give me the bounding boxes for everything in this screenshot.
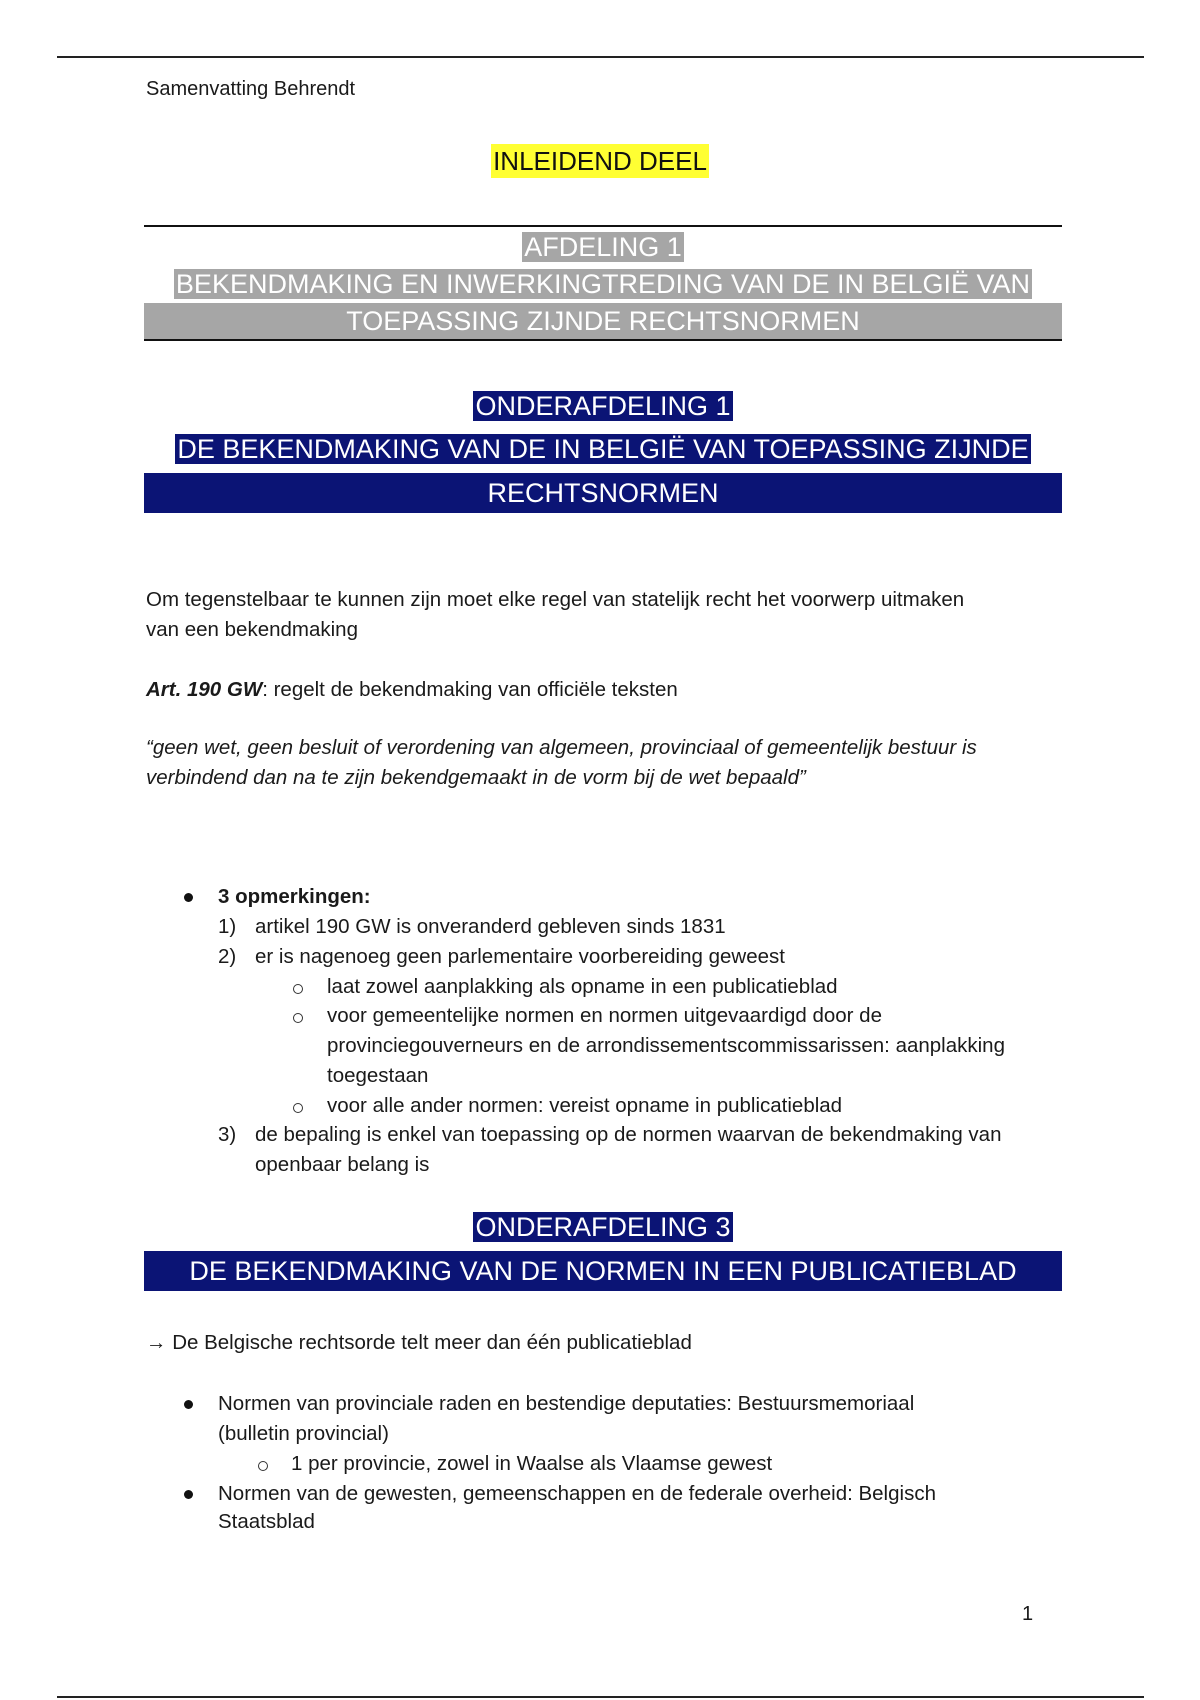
onderafdeling-1-line-3: RECHTSNORMEN [144,473,1062,513]
remark-2-number: 2) [218,945,237,968]
arrow-icon: → [146,1331,167,1354]
part-title [0,146,1200,177]
arrow-note [146,1328,1066,1358]
quote-line-2: verbindend dan na te zijn bekendgemaakt in de vorm bij de wet bepaald” [146,766,806,789]
remark-1-text: artikel 190 GW is onveranderd gebleven sinds 1831 [255,915,726,938]
afdeling-heading [144,225,1062,341]
afdeling-line-3: TOEPASSING ZIJNDE RECHTSNORMEN [346,306,860,336]
remarks-heading: 3 opmerkingen: [218,885,371,908]
intro-line-2: van een bekendmaking [146,618,358,641]
onderafdeling-1-line-2: DE BEKENDMAKING VAN DE IN BELGIË VAN TOEPASSING ZIJNDE [177,434,1029,464]
top-rule [57,56,1144,58]
bullet-1-sub: 1 per provincie, zowel in Waalse als Vlaamse gewest [291,1452,773,1475]
bullet-1-line-1: Normen van provinciale raden en bestendige deputaties: Bestuursmemoriaal [218,1392,915,1415]
article-quote [146,733,1066,793]
arrow-note-text: De Belgische rechtsorde telt meer dan één publicatieblad [172,1331,692,1354]
sub-bullet-circle [293,984,303,994]
art-190-label: Art. 190 GW [146,678,263,701]
onderafdeling-1-heading [144,387,1062,513]
running-head: Samenvatting Behrendt [146,78,356,100]
onderafdeling-1-line-1: ONDERAFDELING 1 [475,391,731,421]
afdeling-top-rule [144,225,1062,227]
bullet-dot [184,893,193,902]
bullet-1-line-2: (bulletin provincial) [218,1422,389,1445]
remark-2-text: er is nagenoeg geen parlementaire voorbereiding geweest [255,945,785,968]
bullet-dot [184,1400,193,1409]
sub-bullet-circle [293,1013,303,1023]
bullet-dot [184,1490,193,1499]
onderafdeling-3-line-2: DE BEKENDMAKING VAN DE NORMEN IN EEN PUBLICATIEBLAD [144,1251,1062,1291]
page-number: 1 [1022,1603,1034,1625]
quote-line-1: “geen wet, geen besluit of verordening van algemeen, provinciaal of gemeentelijk bestuur is [146,736,977,759]
remark-3-line-1: de bepaling is enkel van toepassing op de normen waarvan de bekendmaking van [255,1123,1002,1146]
remark-3-line-2: openbaar belang is [255,1153,430,1176]
afdeling-line-1: AFDELING 1 [524,232,682,262]
bullet-2-line-2: Staatsblad [218,1510,315,1533]
remark-3-number: 3) [218,1123,237,1146]
part-title-text: INLEIDEND DEEL [493,146,707,176]
remark-2-sub-1: laat zowel aanplakking als opname in een publicatieblad [327,975,838,998]
onderafdeling-3-line-1: ONDERAFDELING 3 [475,1212,731,1242]
art-190-text: : regelt de bekendmaking van officiële teksten [262,678,678,701]
remark-2-sub-2-line-3: toegestaan [327,1064,429,1087]
onderafdeling-3-heading [144,1208,1062,1291]
remark-2-sub-2-line-1: voor gemeentelijke normen en normen uitgevaardigd door de [327,1004,882,1027]
art-190-line [146,675,1066,705]
remark-2-sub-2-line-2: provinciegouverneurs en de arrondissementscommissarissen: aanplakking [327,1034,1005,1057]
remark-2-sub-3: voor alle ander normen: vereist opname in publicatieblad [327,1094,843,1117]
sub-bullet-circle [293,1103,303,1113]
afdeling-line-2: BEKENDMAKING EN INWERKINGTREDING VAN DE IN BELGIË VAN [175,269,1031,299]
sub-bullet-circle [258,1461,268,1471]
afdeling-bottom-rule [144,339,1062,341]
intro-line-1: Om tegenstelbaar te kunnen zijn moet elke regel van statelijk recht het voorwerp uitmaken [146,588,965,611]
remark-1-number: 1) [218,915,237,938]
intro-paragraph [146,585,1066,645]
bottom-rule [57,1696,1144,1698]
bullet-2-line-1: Normen van de gewesten, gemeenschappen en de federale overheid: Belgisch [218,1482,936,1505]
